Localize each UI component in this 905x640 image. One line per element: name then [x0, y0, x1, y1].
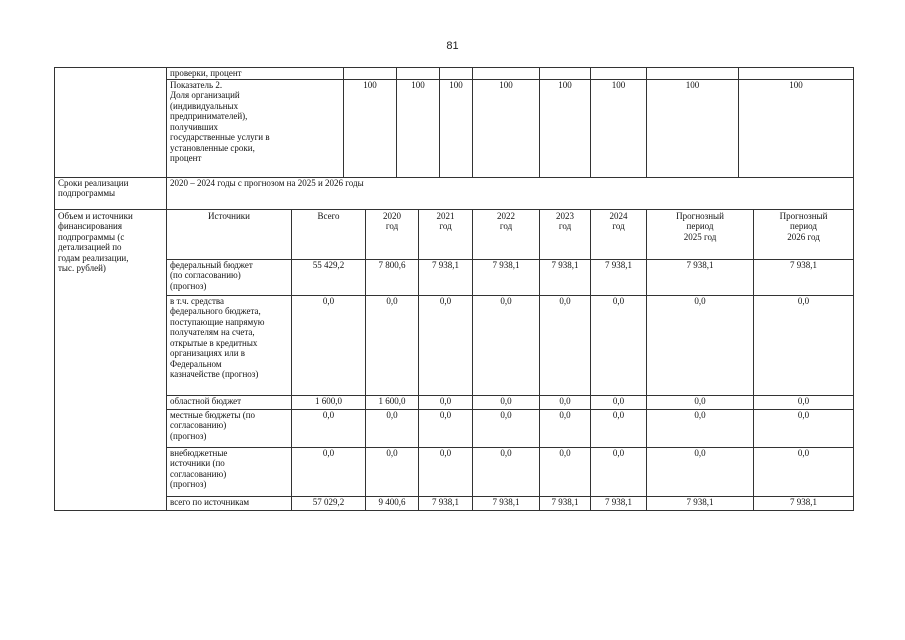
indicator-2-label-line: предпринимателей), [170, 111, 248, 121]
value-cell: 7 938,1 [647, 259, 754, 295]
value-cell: 1 600,0 [292, 395, 366, 409]
source-line: в т.ч. средства [170, 295, 225, 306]
value-cell: 0,0 [366, 447, 419, 496]
source-line: источники (по [170, 458, 225, 468]
source-cell [167, 496, 292, 510]
value-cell: 0,0 [591, 447, 647, 496]
header-2022 [473, 209, 540, 259]
value-cell: 7 938,1 [754, 496, 854, 510]
indicator-2-value: 100 [440, 79, 473, 177]
source-line: Федеральном [170, 358, 222, 369]
value-cell: 0,0 [473, 395, 540, 409]
source-cell [167, 259, 292, 295]
value-cell: 0,0 [754, 295, 854, 395]
source-line: (по согласованию) [170, 270, 241, 280]
source-cell [167, 395, 292, 409]
terms-label-line: Сроки реализации [58, 177, 129, 188]
value-cell: 0,0 [754, 409, 854, 447]
financing-label-line: подпрограммы (с [58, 231, 125, 242]
value-cell: 7 938,1 [591, 496, 647, 510]
value-cell: 9 400,6 [366, 496, 419, 510]
indicator-2-label-line: государственные услуги в [170, 132, 270, 142]
value-cell: 0,0 [591, 409, 647, 447]
value-cell: 0,0 [540, 409, 591, 447]
financing-label-line: Объем и источники [58, 210, 133, 221]
value-cell: 7 938,1 [419, 259, 473, 295]
header-text: 2025 год [683, 231, 717, 242]
header-2021 [419, 209, 473, 259]
header-text: год [499, 221, 513, 231]
value-cell: 55 429,2 [292, 259, 366, 295]
financing-label [55, 209, 167, 510]
value-cell: 0,0 [473, 447, 540, 496]
source-line: получателям на счета, [170, 327, 255, 337]
header-sources [167, 209, 292, 259]
table-row [55, 295, 854, 395]
source-line: (прогноз) [170, 280, 207, 291]
value-cell: 0,0 [540, 395, 591, 409]
value-cell: 7 800,6 [366, 259, 419, 295]
header-2026 [754, 209, 854, 259]
value-cell: 0,0 [540, 295, 591, 395]
header-text: Источники [208, 210, 250, 221]
value-cell: 0,0 [419, 395, 473, 409]
source-line: казначействе (прогноз) [170, 369, 259, 379]
terms-row [55, 177, 854, 209]
header-text: 2020 [383, 210, 402, 221]
header-2024 [591, 209, 647, 259]
table-row [55, 409, 854, 447]
value-cell: 0,0 [292, 295, 366, 395]
header-2020 [366, 209, 419, 259]
source-line: поступающие напрямую [170, 316, 265, 327]
value-cell: 0,0 [754, 395, 854, 409]
value-cell: 7 938,1 [754, 259, 854, 295]
value-cell: 0,0 [419, 295, 473, 395]
subprogram-passport-table [54, 67, 854, 511]
financing-label-line: детализацией по [58, 242, 122, 252]
indicator-1-label-tail: проверки, процент [167, 68, 344, 80]
header-text: период [790, 221, 817, 231]
indicator-row-2 [55, 79, 854, 177]
header-text: Прогнозный [779, 210, 828, 221]
source-line: федеральный бюджет [170, 259, 253, 270]
indicator-2-label-line: (индивидуальных [170, 100, 239, 111]
table-row [55, 447, 854, 496]
table-row [55, 259, 854, 295]
value-cell: 7 938,1 [647, 496, 754, 510]
header-text: 2022 [497, 210, 516, 221]
indicator-2-value: 100 [397, 79, 440, 177]
financing-label-line: финансирования [58, 221, 122, 231]
header-text: 2023 [556, 210, 575, 221]
financing-header-row [55, 209, 854, 259]
value-cell: 0,0 [292, 409, 366, 447]
source-line: согласованию) [170, 468, 227, 479]
value-cell: 7 938,1 [473, 259, 540, 295]
header-text: 2024 [609, 210, 628, 221]
value-cell: 57 029,2 [292, 496, 366, 510]
indicator-2-value: 100 [647, 79, 739, 177]
terms-label-line: подпрограммы [58, 188, 116, 198]
source-cell [167, 295, 292, 395]
header-text: Всего [317, 210, 340, 221]
terms-value: 2020 – 2024 годы с прогнозом на 2025 и 2026 годы [167, 177, 854, 209]
indicator-2-label-line: установленные сроки, [170, 142, 255, 153]
source-line: местные бюджеты (по [170, 409, 256, 420]
indicator-2-label-line: процент [170, 153, 202, 163]
header-text: год [385, 221, 399, 231]
value-cell: 0,0 [754, 447, 854, 496]
header-text: год [439, 221, 452, 231]
table-row-total [55, 496, 854, 510]
source-line: согласованию) [170, 420, 227, 430]
value-cell: 7 938,1 [540, 496, 591, 510]
page-number: 81 [446, 40, 459, 52]
value-cell: 0,0 [647, 295, 754, 395]
empty-label-cell [55, 68, 167, 178]
value-cell: 0,0 [591, 295, 647, 395]
source-cell [167, 409, 292, 447]
value-cell: 0,0 [419, 447, 473, 496]
value-cell: 0,0 [647, 395, 754, 409]
indicator-2-label-line: получивших [170, 121, 219, 132]
value-cell: 0,0 [419, 409, 473, 447]
source-line: (прогноз) [170, 479, 207, 489]
header-text: год [612, 221, 625, 231]
source-line: (прогноз) [170, 430, 207, 441]
financing-label-line: годам реализации, [58, 252, 129, 263]
header-2025 [647, 209, 754, 259]
source-line: всего по источникам [170, 496, 250, 507]
header-text: Прогнозный [676, 210, 724, 221]
source-line: федерального бюджета, [170, 306, 261, 316]
indicator-2-label [167, 79, 344, 177]
source-line: внебюджетные [170, 447, 228, 458]
value-cell: 0,0 [540, 447, 591, 496]
header-text: 2021 [436, 210, 455, 221]
value-cell: 7 938,1 [473, 496, 540, 510]
indicator-row-1 [55, 68, 854, 80]
value-cell: 0,0 [591, 395, 647, 409]
header-2023 [540, 209, 591, 259]
value-cell: 0,0 [292, 447, 366, 496]
indicator-2-value: 100 [540, 79, 591, 177]
indicator-2-label-line: Показатель 2. [170, 79, 223, 90]
value-cell: 1 600,0 [366, 395, 419, 409]
header-text: год [558, 221, 572, 231]
indicator-2-label-line: Доля организаций [170, 90, 240, 100]
indicator-2-value: 100 [591, 79, 647, 177]
financing-label-line: тыс. рублей) [58, 263, 106, 273]
value-cell: 0,0 [473, 295, 540, 395]
source-line: открытые в кредитных [170, 337, 258, 348]
value-cell: 0,0 [647, 409, 754, 447]
value-cell: 0,0 [366, 295, 419, 395]
value-cell: 0,0 [647, 447, 754, 496]
source-cell [167, 447, 292, 496]
value-cell: 7 938,1 [419, 496, 473, 510]
header-text: период [686, 221, 714, 231]
value-cell: 0,0 [366, 409, 419, 447]
table-row [55, 395, 854, 409]
header-total [292, 209, 366, 259]
value-cell: 0,0 [473, 409, 540, 447]
indicator-2-value: 100 [739, 79, 854, 177]
source-line: организациях или в [170, 348, 246, 358]
terms-label [55, 177, 167, 209]
source-line: областной бюджет [170, 395, 242, 406]
header-text: 2026 год [787, 231, 820, 242]
value-cell: 7 938,1 [591, 259, 647, 295]
value-cell: 7 938,1 [540, 259, 591, 295]
indicator-2-value: 100 [344, 79, 397, 177]
indicator-2-value: 100 [473, 79, 540, 177]
